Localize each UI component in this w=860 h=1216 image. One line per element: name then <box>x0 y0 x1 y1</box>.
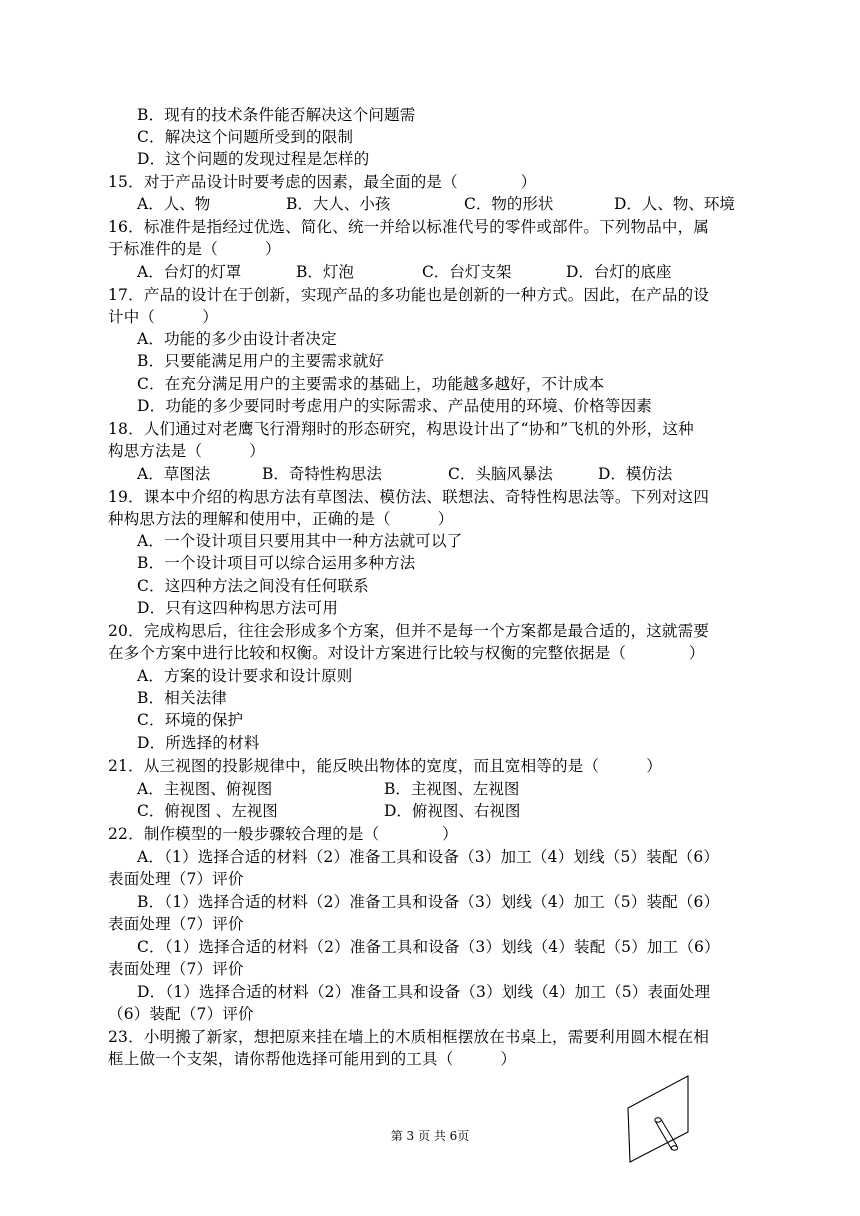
q15-option-b: B．大人、小孩 <box>286 195 391 213</box>
q22-option-c-line1: C．（1）选择合适的材料（2）准备工具和设备（3）划线（4）装配（5）加工（6） <box>137 938 720 956</box>
q17-stem-line1: 17．产品的设计在于创新，实现产品的多功能也是创新的一种方式。因此，在产品的设 <box>108 286 710 304</box>
q22-option-b-line1: B．（1）选择合适的材料（2）准备工具和设备（3）划线（4）加工（5）装配（6） <box>137 893 720 911</box>
q16-option-a: A．台灯的灯罩 <box>137 263 242 281</box>
q19-option-d: D．只有这四种构思方法可用 <box>137 599 339 617</box>
q17-option-c: C．在充分满足用户的主要需求的基础上，功能越多越好，不计成本 <box>137 375 605 393</box>
q23-stem-line1: 23．小明搬了新家，想把原来挂在墙上的木质相框摆放在书桌上，需要利用圆木棍在相 <box>108 1028 710 1046</box>
q15-option-c: C．物的形状 <box>464 195 554 213</box>
q18-option-a: A．草图法 <box>137 465 211 483</box>
q16-option-c: C．台灯支架 <box>422 263 512 281</box>
q19-option-b: B．一个设计项目可以综合运用多种方法 <box>137 554 416 572</box>
q22-stem: 22．制作模型的一般步骤较合理的是（ ） <box>108 825 458 843</box>
q23-stem-line2: 框上做一个支架，请你帮他选择可能用到的工具（ ） <box>108 1050 517 1068</box>
q17-stem-line2: 计中（ ） <box>108 308 218 326</box>
q22-option-c-line2: 表面处理（7）评价 <box>108 960 244 978</box>
q15-option-d: D．人、物、环境 <box>614 195 735 213</box>
q21-option-c: C．俯视图 、左视图 <box>137 802 278 820</box>
frame-outline <box>628 1076 688 1162</box>
q20-option-d: D．所选择的材料 <box>137 734 260 752</box>
q22-option-d-line2: （6）装配（7）评价 <box>108 1005 254 1023</box>
q18-stem-line1: 18．人们通过对老鹰飞行滑翔时的形态研究，构思设计出了“协和”飞机的外形，这种 <box>108 420 694 438</box>
q18-option-d: D．模仿法 <box>598 465 673 483</box>
q15-stem: 15．对于产品设计时要考虑的因素，最全面的是（ ） <box>108 173 537 191</box>
q20-stem-line1: 20．完成构思后，往往会形成多个方案，但并不是每一个方案都是最合适的，这就需要 <box>108 622 710 640</box>
page-footer: 第 3 页 共 6页 <box>390 1129 470 1143</box>
q14-option-d: D．这个问题的发现过程是怎样的 <box>137 150 370 168</box>
q14-option-c: C．解决这个问题所受到的限制 <box>137 128 354 146</box>
q19-option-a: A．一个设计项目只要用其中一种方法就可以了 <box>137 532 463 550</box>
q19-option-c: C．这四种方法之间没有任何联系 <box>137 577 369 595</box>
q21-stem: 21．从三视图的投影规律中，能反映出物体的宽度，而且宽相等的是（ ） <box>108 757 662 775</box>
q19-stem-line1: 19．课本中介绍的构思方法有草图法、模仿法、联想法、奇特性构思法等。下列对这四 <box>108 488 710 506</box>
q14-option-b: B．现有的技术条件能否解决这个问题需 <box>137 106 416 124</box>
q17-option-b: B．只要能满足用户的主要需求就好 <box>137 352 385 370</box>
q20-stem-line2: 在多个方案中进行比较和权衡。对设计方案进行比较与权衡的完整依据是（ ） <box>108 644 705 662</box>
q20-option-c: C．环境的保护 <box>137 711 244 729</box>
q21-option-b: B．主视图、左视图 <box>384 780 520 798</box>
q21-option-d: D．俯视图、右视图 <box>384 802 521 820</box>
q21-option-a: A．主视图、俯视图 <box>137 780 273 798</box>
q18-option-c: C．头脑风暴法 <box>448 465 553 483</box>
q22-option-b-line2: 表面处理（7）评价 <box>108 915 244 933</box>
q22-option-a-line1: A．（1）选择合适的材料（2）准备工具和设备（3）加工（4）划线（5）装配（6） <box>137 848 720 866</box>
q16-option-b: B．灯泡 <box>296 263 354 281</box>
q16-option-d: D．台灯的底座 <box>566 263 672 281</box>
q20-option-b: B．相关法律 <box>137 689 228 707</box>
q17-option-a: A．功能的多少由设计者决定 <box>137 330 337 348</box>
q22-option-d-line1: D．（1）选择合适的材料（2）准备工具和设备（3）划线（4）加工（5）表面处理 <box>137 983 711 1001</box>
q16-stem-line2: 于标准件的是（ ） <box>108 240 281 258</box>
picture-frame-figure <box>624 1074 694 1164</box>
round-stick <box>655 1118 678 1150</box>
q22-option-a-line2: 表面处理（7）评价 <box>108 870 244 888</box>
q18-option-b: B．奇特性构思法 <box>262 465 382 483</box>
q19-stem-line2: 种构思方法的理解和使用中，正确的是（ ） <box>108 510 454 528</box>
q16-stem-line1: 16．标准件是指经过优选、简化、统一并给以标准代号的零件或部件。下列物品中，属 <box>108 218 710 236</box>
q20-option-a: A．方案的设计要求和设计原则 <box>137 667 353 685</box>
q18-stem-line2: 构思方法是（ ） <box>108 442 266 460</box>
q17-option-d: D．功能的多少要同时考虑用户的实际需求、产品使用的环境、价格等因素 <box>137 397 653 415</box>
q15-option-a: A．人、物 <box>137 195 211 213</box>
